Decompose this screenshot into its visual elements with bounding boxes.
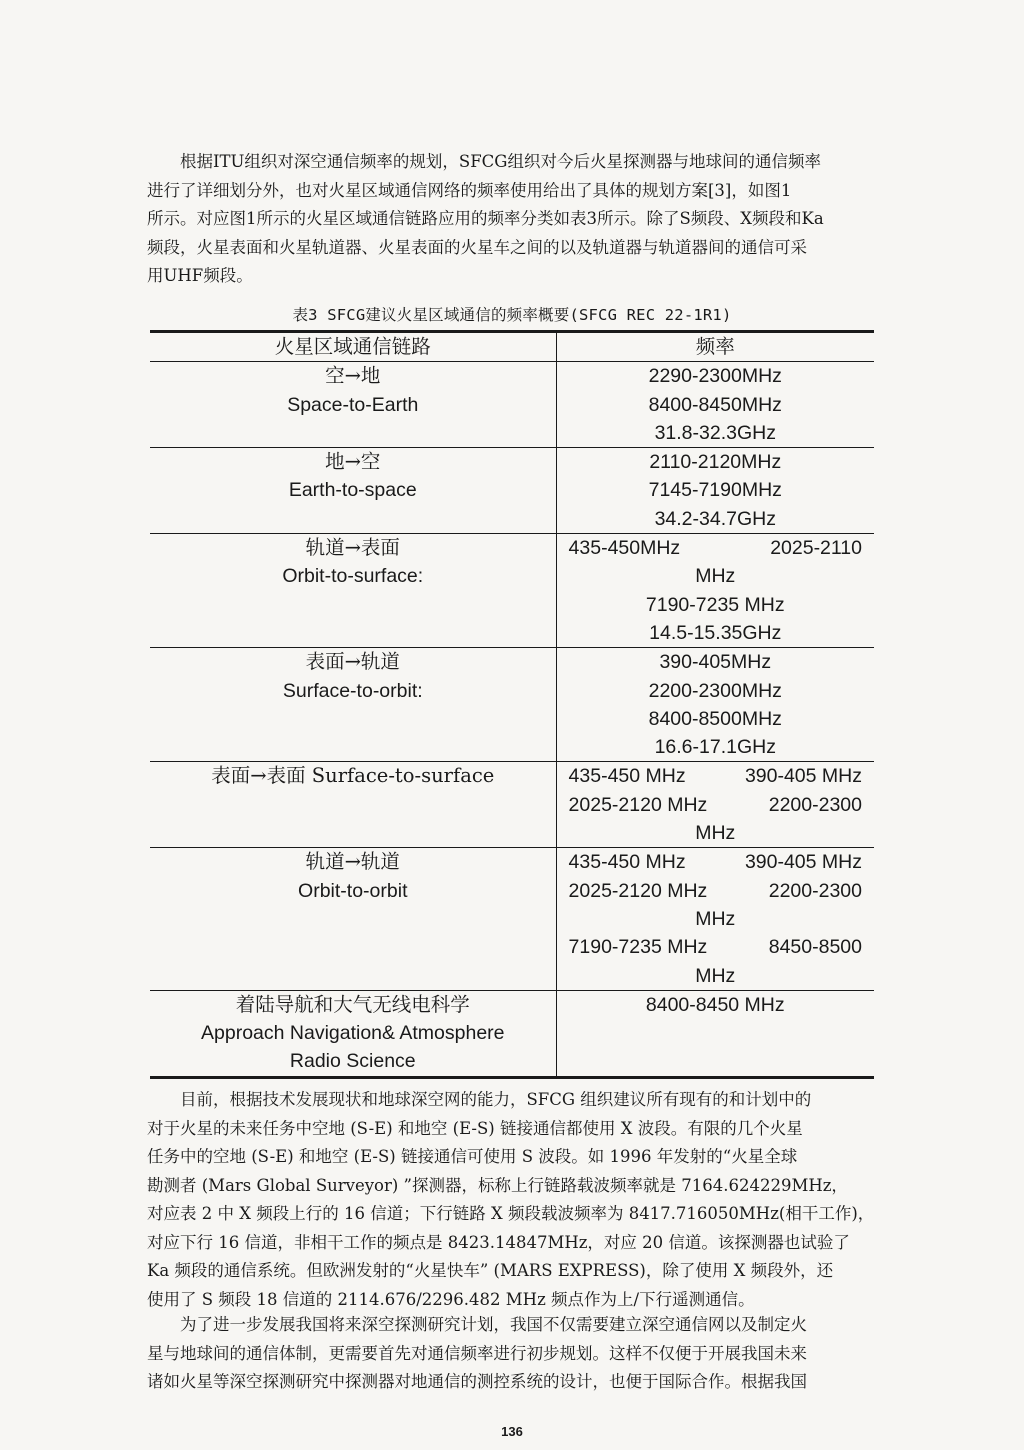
- frequency-value: MHz: [695, 907, 736, 930]
- table-row: [150, 762, 874, 848]
- frequency-value: 2200-2300: [768, 793, 862, 816]
- frequency-cell: [556, 534, 874, 648]
- frequency-value: 435-450 MHz: [568, 765, 686, 788]
- text-line: 诸如火星等深空探测研究中探测器对地通信的测控系统的设计，也便于国际合作。根据我国: [147, 1372, 807, 1391]
- table-header-row: [150, 332, 874, 362]
- frequency-value: 390-405 MHz: [744, 765, 862, 788]
- link-label-zh: 轨道→表面: [305, 536, 400, 560]
- frequency-value: 7145-7190MHz: [648, 479, 782, 502]
- text-line: 对应表 2 中 X 频段上行的 16 信道；下行链路 X 频段载波频率为 8417.716050MHz(相干工作)，: [147, 1204, 875, 1223]
- link-label-zh: 着陆导航和大气无线电科学: [235, 992, 470, 1016]
- frequency-value: 2025-2120 MHz: [568, 879, 708, 902]
- frequency-pair: [557, 933, 874, 961]
- frequency-value: 2025-2120 MHz: [568, 793, 708, 816]
- table-row: [150, 848, 874, 990]
- frequency-pair: [557, 791, 874, 819]
- text-line: 星与地球间的通信体制，更需要首先对通信频率进行初步规划。这样不仅便于开展我国未来: [147, 1343, 807, 1363]
- frequency-value: 2110-2120MHz: [649, 451, 782, 474]
- frequency-value: 14.5-15.35GHz: [649, 621, 782, 644]
- page-number: 136: [501, 1424, 523, 1439]
- text-line: 使用了 S 频段 18 信道的 2114.676/2296.482 MHz 频点作为上/下行遥测通信。: [147, 1289, 755, 1309]
- text-line: 频段，火星表面和火星轨道器、火星表面的火星车之间的以及轨道器与轨道器间的通信可采: [147, 237, 807, 257]
- table-row: [150, 448, 874, 534]
- link-label-en: Orbit-to-orbit: [298, 879, 408, 902]
- frequency-value: 8450-8500: [768, 936, 862, 959]
- text-line: 对于火星的未来任务中空地 (S-E) 和地空 (E-S) 链接通信都使用 X 波段。有限的几个火星: [147, 1118, 803, 1138]
- frequency-value: 2290-2300MHz: [648, 365, 782, 388]
- paragraph-intro: [147, 148, 881, 291]
- link-cell: [150, 648, 556, 762]
- link-label-en: Radio Science: [289, 1050, 416, 1073]
- link-label-en: Orbit-to-surface:: [282, 565, 424, 588]
- frequency-value: 390-405 MHz: [744, 851, 862, 874]
- text-line: 目前，根据技术发展现状和地球深空网的能力，SFCG 组织建议所有现有的和计划中的: [147, 1090, 812, 1109]
- frequency-cell: [556, 648, 874, 762]
- frequency-cell: [556, 448, 874, 534]
- frequency-value: 390-405MHz: [659, 651, 772, 674]
- link-label-zh: 表面→轨道: [305, 650, 400, 674]
- link-label-zh: 地→空: [325, 450, 381, 474]
- frequency-value: 435-450MHz: [568, 537, 681, 560]
- frequency-value: MHz: [695, 964, 736, 987]
- frequency-value: 34.2-34.7GHz: [654, 507, 776, 530]
- link-label-en: Space-to-Earth: [287, 393, 419, 416]
- link-cell: [150, 990, 556, 1077]
- table-row: [150, 990, 874, 1077]
- text-line: 勘测者 (Mars Global Surveyor) ”探测器，标称上行链路载波频率就是 7164.624229MHz，: [147, 1175, 848, 1195]
- link-cell: [150, 448, 556, 534]
- link-cell: [150, 362, 556, 448]
- link-label-zh: 轨道→轨道: [305, 850, 400, 874]
- link-label-en: Earth-to-space: [288, 479, 417, 502]
- frequency-pair: [557, 877, 874, 905]
- text-line: 任务中的空地 (S-E) 和地空 (E-S) 链接通信可使用 S 波段。如 1996 年发射的“火星全球: [147, 1147, 798, 1166]
- link-label-en: Approach Navigation& Atmosphere: [201, 1022, 505, 1045]
- frequency-value: 2200-2300: [768, 879, 862, 902]
- link-label-mixed: 表面→表面 Surface-to-surface: [211, 764, 495, 788]
- frequency-value: MHz: [695, 565, 736, 588]
- frequency-value: 16.6-17.1GHz: [654, 736, 776, 759]
- link-label-zh: 空→地: [325, 364, 381, 388]
- frequency-value: MHz: [695, 822, 736, 845]
- frequency-cell: [556, 762, 874, 848]
- frequency-value: 2200-2300MHz: [648, 679, 782, 702]
- link-cell: [150, 534, 556, 648]
- frequency-value: 2025-2110: [770, 537, 862, 560]
- text-line: Ka 频段的通信系统。但欧洲发射的“火星快车” (MARS EXPRESS)，除了使用 X 频段外，还: [147, 1261, 834, 1280]
- frequency-value: 8400-8450 MHz: [645, 993, 785, 1016]
- paragraph-current-status: [147, 1086, 881, 1314]
- text-line: 根据ITU组织对深空通信频率的规划，SFCG组织对今后火星探测器与地球间的通信频率: [147, 152, 821, 171]
- frequency-value: 435-450 MHz: [568, 851, 686, 874]
- text-line: 用UHF频段。: [147, 266, 253, 285]
- text-line: 为了进一步发展我国将来深空探测研究计划，我国不仅需要建立深空通信网以及制定火: [147, 1315, 807, 1334]
- frequency-cell: [556, 990, 874, 1077]
- link-cell: [150, 848, 556, 990]
- header-link: 火星区域通信链路: [150, 332, 556, 362]
- text-line: 对应下行 16 信道，非相干工作的频点是 8423.14847MHz，对应 20 信道。该探测器也试验了: [147, 1232, 850, 1252]
- frequency-table: [150, 330, 874, 1079]
- header-frequency: 频率: [556, 332, 874, 362]
- table-row: [150, 362, 874, 448]
- text-line: 所示。对应图1所示的火星区域通信链路应用的频率分类如表3所示。除了S频段、X频段和Ka: [147, 209, 824, 228]
- frequency-pair: [557, 534, 874, 562]
- link-label-en: Surface-to-orbit:: [282, 679, 423, 702]
- frequency-pair: [557, 762, 874, 790]
- link-cell: [150, 762, 556, 848]
- table-caption: 表3 SFCG建议火星区域通信的频率概要(SFCG REC 22-1R1): [292, 306, 732, 324]
- frequency-value: 31.8-32.3GHz: [654, 421, 776, 444]
- frequency-value: 7190-7235 MHz: [645, 593, 785, 616]
- frequency-pair: [557, 848, 874, 876]
- text-line: 进行了详细划分外，也对火星区域通信网络的频率使用给出了具体的规划方案[3]，如图1: [147, 180, 792, 200]
- frequency-cell: [556, 362, 874, 448]
- table-row: [150, 648, 874, 762]
- frequency-value: 7190-7235 MHz: [568, 936, 708, 959]
- frequency-value: 8400-8500MHz: [648, 707, 782, 730]
- table-row: [150, 534, 874, 648]
- frequency-cell: [556, 848, 874, 990]
- frequency-value: 8400-8450MHz: [648, 393, 782, 416]
- paragraph-future-plan: [147, 1311, 881, 1397]
